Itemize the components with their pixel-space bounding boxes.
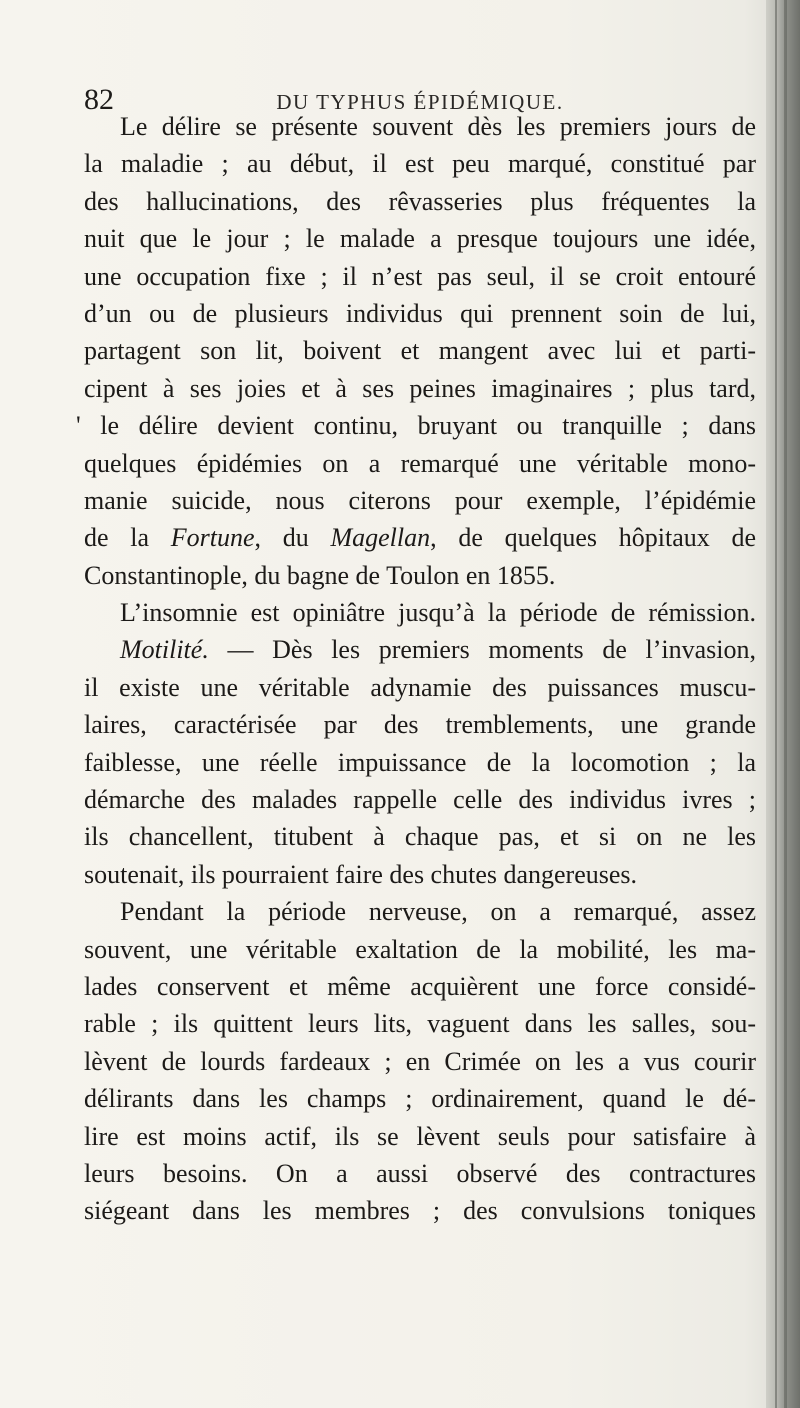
italic-text: Fortune (170, 523, 255, 553)
text-line: L’insomnie est opiniâtre jusqu’à la période de rémission. (120, 598, 756, 628)
text-line: souvent, une véritable exaltation de la mobilité, les ma- (84, 934, 756, 964)
text-line-italic-names: de la Fortune, du Magellan, de quelques hôpitaux de (84, 523, 756, 553)
section-heading-line: Motilité. — Dès les premiers moments de l’invasion, (120, 635, 756, 665)
text-line: lades conservent et même acquièrent une force considé- (84, 971, 756, 1001)
text-line: démarche des malades rappelle celle des individus ivres ; (84, 785, 756, 815)
text-line: manie suicide, nous citerons pour exemple, l’épidémie (84, 485, 756, 515)
text-line: délirants dans les champs ; ordinairement, quand le dé- (84, 1084, 756, 1114)
text-line: cipent à ses joies et à ses peines imaginaires ; plus tard, (84, 373, 756, 403)
text-line: faiblesse, une réelle impuissance de la locomotion ; la (84, 747, 756, 777)
text-line: quelques épidémies on a remarqué une véritable mono- (84, 448, 756, 478)
text-line: siégeant dans les membres ; des convulsions toniques (84, 1196, 756, 1226)
text-line: une occupation fixe ; il n’est pas seul, il se croit entouré (84, 261, 756, 291)
body-text (76, 108, 756, 1230)
text-line: ils chancellent, titubent à chaque pas, et si on ne les (84, 822, 756, 852)
italic-text: Motilité. (120, 635, 209, 665)
text-line: laires, caractérisée par des tremblements, une grande (84, 710, 756, 740)
text-line: il existe une véritable adynamie des puissances muscu- (84, 672, 756, 702)
text-line: des hallucinations, des rêvasseries plus fréquentes la (84, 186, 756, 216)
text-line: lèvent de lourds fardeaux ; en Crimée on les a vus courir (84, 1046, 756, 1076)
text-line: Pendant la période nerveuse, on a remarqué, assez (120, 897, 756, 927)
text-line: soutenait, ils pourraient faire des chutes dangereuses. (84, 859, 638, 889)
text-line: d’un ou de plusieurs individus qui prennent soin de lui, (84, 298, 756, 328)
text-line: Le délire se présente souvent dès les premiers jours de (120, 112, 756, 141)
text-line: nuit que le jour ; le malade a presque toujours une idée, (84, 224, 756, 254)
running-head: DU TYPHUS ÉPIDÉMIQUE. (276, 90, 564, 114)
text-line: ' le délire devient continu, bruyant ou tranquille ; dans (76, 411, 756, 441)
text-line: leurs besoins. On a aussi observé des contractures (84, 1158, 756, 1188)
text-line: lire est moins actif, ils se lèvent seuls pour satisfaire à (84, 1121, 756, 1151)
text-line: Constantinople, du bagne de Toulon en 1855. (84, 560, 556, 590)
page-number: 82 (84, 83, 114, 116)
text-line: rable ; ils quittent leurs lits, vaguent dans les salles, sou- (84, 1009, 756, 1039)
text-line: partagent son lit, boivent et mangent avec lui et parti- (84, 336, 756, 366)
text-line: la maladie ; au début, il est peu marqué, constitué par (84, 149, 756, 179)
book-spine-edge (766, 0, 800, 1408)
italic-text: Magellan (330, 523, 431, 553)
